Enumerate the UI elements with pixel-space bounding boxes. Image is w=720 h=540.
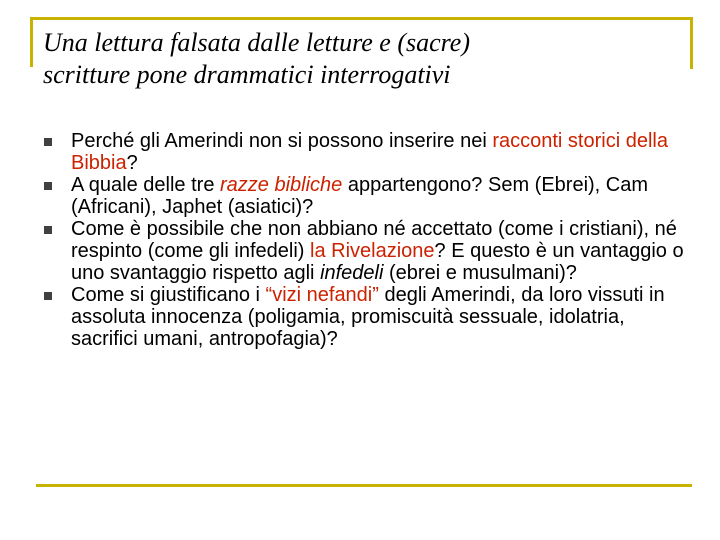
square-bullet-icon (44, 138, 52, 146)
frame-bottom-rule (36, 484, 692, 487)
title-line-2: scritture pone drammatici interrogativi (43, 60, 451, 89)
bullet-text: degli Amerindi, da loro vissuti in assoluta innocenza (poligamia, promiscuità sessuale, idolatria, sacrifici umani, antropofagia)? (71, 284, 665, 350)
title-line-1: Una lettura falsata dalle letture e (sacre) (43, 28, 470, 57)
frame-top-rule (30, 17, 692, 20)
bullet-text: A quale delle tre (71, 174, 220, 196)
square-bullet-icon (44, 182, 52, 190)
bullet-text: Come si giustificano i (71, 284, 266, 306)
bullet-text: ? E questo è un vantaggio o uno svantaggio rispetto agli (71, 240, 684, 284)
bullet-text: Come è possibile che non abbiano né accettato (come i cristiani), né respinto (come gli infedeli) (71, 218, 677, 262)
bullet-text: (ebrei e musulmani)? (383, 262, 577, 284)
bullet-item (44, 218, 694, 284)
bullet-text: appartengono? Sem (Ebrei), Cam (Africani), Japhet (asiatici)? (71, 174, 649, 218)
bullet-highlight: “vizi nefandi” (265, 284, 379, 306)
bullet-highlight: la Rivelazione (310, 240, 435, 262)
bullet-highlight: racconti storici della Bibbia (71, 130, 668, 174)
square-bullet-icon (44, 226, 52, 234)
bullet-highlight: razze bibliche (220, 174, 343, 196)
frame-right-rule (690, 17, 693, 69)
bullet-text: ? (126, 152, 138, 174)
bullet-item (44, 130, 694, 174)
slide-title (43, 27, 683, 91)
bullet-list (44, 130, 694, 350)
bullet-item (44, 174, 694, 218)
bullet-text: Perché gli Amerindi non si possono inserire nei (71, 130, 493, 152)
frame-left-rule (30, 17, 33, 67)
square-bullet-icon (44, 292, 52, 300)
bullet-item (44, 284, 694, 350)
bullet-italic: infedeli (320, 262, 384, 284)
